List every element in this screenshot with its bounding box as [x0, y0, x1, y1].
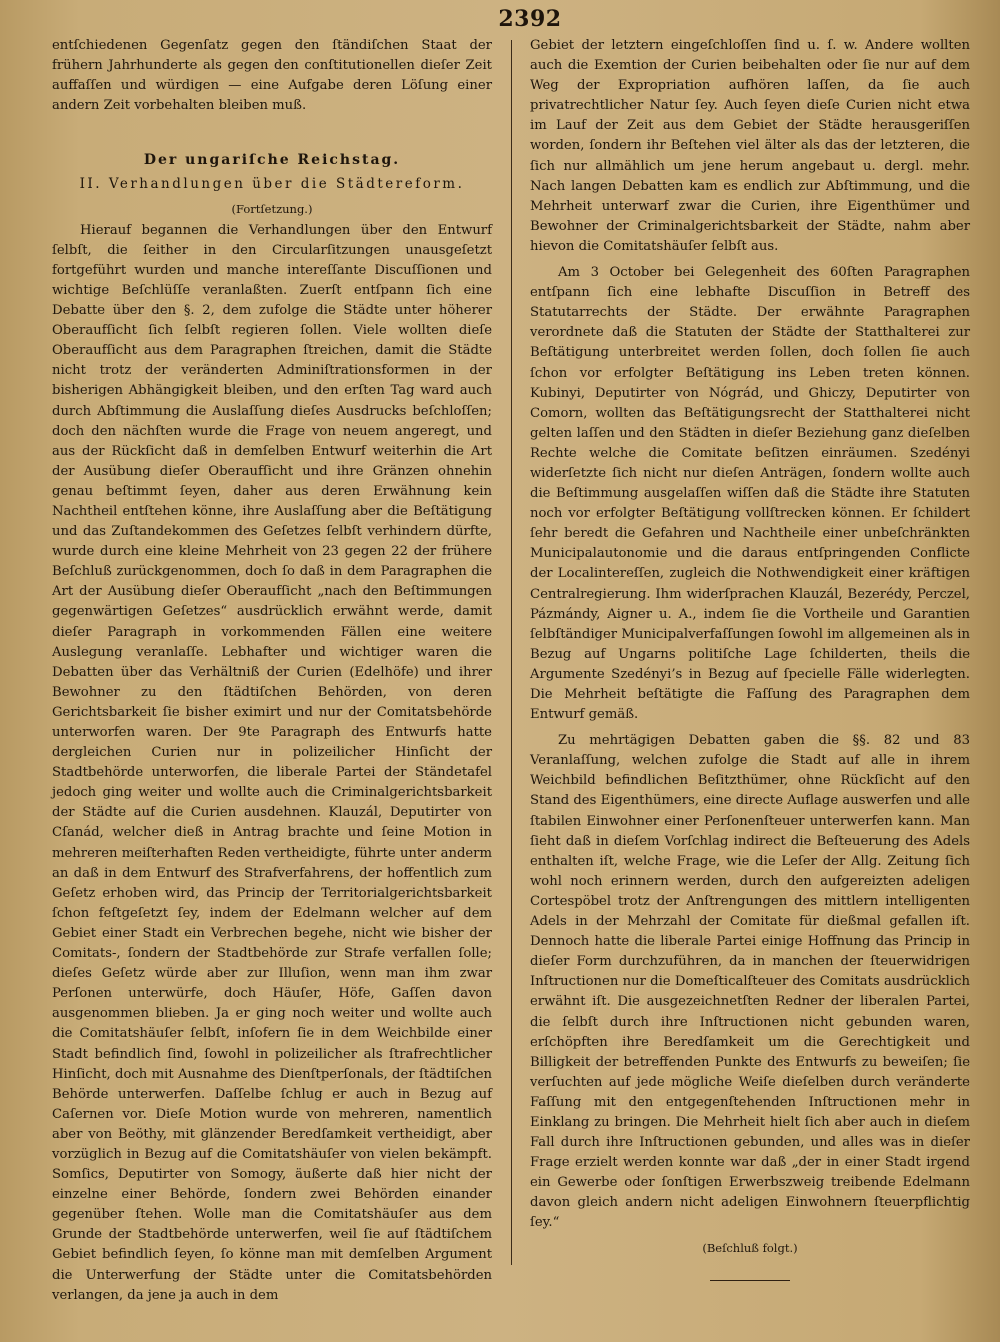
column-divider: [511, 40, 512, 1265]
right-column: [530, 36, 970, 1281]
article-heading: Der ungariſche Reichstag.: [143, 152, 401, 169]
continuation-note: (Fortſetzung.): [231, 201, 313, 216]
article-paragraph: Zu mehrtägigen Debatten gaben die §§. 82 und 83 Veranlaſſung, welchen zufolge die Stadt auf alle in ihrem Weichbild befindlichen Beſitzthümer, ohne Rückſicht auf den Stand des Eigenthümers, eine directe Auflage auswerfen und alle ſtabilen Einwohner einer Perſonenſteuer unterwerfen kann. Man ſieht daß in dieſem Vorſchlag indirect die Beſteuerung des Adels enthalten iſt, welche Frage, wie die Leſer der Allg. Zeitung ſich wohl noch erinnern werden, durch den aufgereizten adeligen Cortespöbel trotz der Anſtrengungen des mittlern intelligenten Adels in der Mehrzahl der Comitate für dießmal gefallen iſt. Dennoch hatte die liberale Partei einige Hoffnung das Princip in dieſer Form durchzuführen, da in manchen der ſteuerwidrigen Inſtructionen nur die Domeſticalſteuer des Comitats ausdrücklich erwähnt iſt. Die ausgezeichnetſten Redner der liberalen Partei, die ſelbſt durch ihre Inſtructionen nicht gebunden waren, erſchöpften ihre Beredſamkeit um die Gerechtigkeit und Billigkeit der betreffenden Punkte des Entwurfs zu beweiſen; ſie verſuchten auf jede mögliche Weiſe dieſelben durch veränderte Faſſung mit den entgegenſtehenden Inſtructionen mehr in Einklang zu bringen. Die Mehrheit hielt ſich aber auch in dieſem Fall durch ihre Inſtructionen gebunden, und alles was in dieſer Frage erzielt werden konnte war daß „der in einer Stadt irgend ein Gewerbe oder ſonſtigen Erwerbszweig treibende Edelmann davon gleich andern nicht adeligen Einwohnern ſteuerpflichtig ſey.“: [530, 733, 970, 1231]
left-column: [52, 36, 492, 1306]
article-paragraph: Gebiet der letztern eingeſchloſſen ſind u. ſ. w. Andere wollten auch die Exemtion der Curien beibehalten oder ſie nur auf dem Weg der Expropriation aufhören laſſen, da ſie auch privatrechtlicher Natur ſey. Auch ſeyen dieſe Curien nicht etwa im Lauf der Zeit aus dem Gebiet der Städte herausgeriſſen worden, ſondern ihr Beſtehen viel älter als das der letzteren, die ſich nur allmählich um jene herum angebaut u. dergl. mehr. Nach langen Debatten kam es endlich zur Abſtimmung, und die Mehrheit unterwarf zwar die Curien, ihre Eigenthümer und Bewohner der Criminalgerichtsbarkeit der Städte, nahm aber hievon die Comitatshäuſer ſelbſt aus.: [530, 38, 970, 254]
page-number: 2392: [498, 6, 562, 32]
article-subheading: II. Verhandlungen über die Städtereform.: [79, 176, 465, 193]
article-paragraph: Am 3 October bei Gelegenheit des 60ſten Paragraphen entſpann ſich eine lebhafte Discuſſion in Betreff des Statutarrechts der Städte. Der erwähnte Paragraphen verordnete daß die Statuten der Städte der Statthalterei zur Beſtätigung unterbreitet werden ſollen, doch ſollen ſie auch ſchon vor erfolgter Beſtätigung ins Leben treten können. Kubinyi, Deputirter von Nógrád, und Ghiczy, Deputirter von Comorn, wollten das Beſtätigungsrecht der Statthalterei nicht gelten laſſen und den Städten in dieſer Beziehung ganz dieſelben Rechte welche die Comitate beſitzen einräumen. Szedényi widerſetzte ſich nicht nur dieſen Anträgen, ſondern wollte auch die Beſtimmung ausgelaſſen wiſſen daß die Städte ihre Statuten noch vor erfolgter Beſtätigung vollſtrecken können. Er ſchildert ſehr beredt die Gefahren und Nachtheile einer unbeſchränkten Municipalautonomie und die daraus entſpringenden Conflicte der Localintereſſen, zugleich die Nothwendigkeit einer kräftigen Centralregierung. Ihm widerſprachen Klauzál, Bezerédy, Perczel, Pázmándy, Aigner u. A., indem ſie die Vortheile und Garantien ſelbſtändiger Municipalverfaſſungen ſowohl im allgemeinen als in Bezug auf Ungarns politiſche Lage ſchilderten, theils die Argumente Szedényi’s in Bezug auf ſpecielle Fälle widerlegten. Die Mehrheit beſtätigte die Faſſung des Paragraphen dem Entwurf gemäß.: [530, 265, 970, 723]
article-paragraph: Hierauf begannen die Verhandlungen über den Entwurf ſelbſt, die ſeither in den Circularſitzungen unausgeſetzt fortgeführt wurden und manche intereſſante Discuſſionen und wichtige Beſchlüſſe veranlaßten. Zuerſt entſpann ſich eine Debatte über den §. 2, dem zufolge die Städte unter höherer Oberaufſicht ſich ſelbſt regieren ſollen. Viele wollten dieſe Oberaufſicht aus dem Paragraphen ſtreichen, damit die Städte nicht trotz der veränderten Adminiſtrationsformen in der bisherigen Abhängigkeit bleiben, und den erſten Tag ward auch durch Abſtimmung die Auslaſſung dieſes Ausdrucks beſchloſſen; doch den nächſten wurde die Frage von neuem angeregt, und aus der Rückſicht daß in demſelben Entwurf weiterhin die Art der Ausübung dieſer Oberaufſicht und ihre Gränzen ohnehin genau beſtimmt ſeyen, daher aus deren Erwähnung kein Nachtheil entſtehen könne, ihre Auslaſſung aber die Beſtätigung und das Zuſtandekommen des Geſetzes ſelbſt verhindern dürfte, wurde durch eine kleine Mehrheit von 23 gegen 22 der frühere Beſchluß zurückgenommen, doch ſo daß in dem Paragraphen die Art der Ausübung dieſer Oberaufſicht „nach den Beſtimmungen gegenwärtigen Geſetzes“ ausdrücklich erwähnt werde, damit dieſer Paragraph in vorkommenden Fällen eine weitere Auslegung veranlaſſe. Lebhafter und wichtiger waren die Debatten über das Verhältniß der Curien (Edelhöfe) und ihrer Bewohner zu den ſtädtiſchen Behörden, von deren Gerichtsbarkeit ſie bisher eximirt und nur der Comitatsbehörde unterworfen waren. Der 9te Paragraph des Entwurfs hatte dergleichen Curien nur in polizeilicher Hinſicht der Stadtbehörde unterworfen, die liberale Partei der Ständetafel jedoch ging weiter und wollte auch die Criminalgerichtsbarkeit der Städte auf die Curien ausdehnen. Klauzál, Deputirter von Cſanád, welcher dieß in Antrag brachte und ſeine Motion in mehreren meiſterhaften Reden vertheidigte, führte unter anderm an daß in dem Entwurf des Strafverfahrens, der hoffentlich zum Geſetz erhoben wird, das Princip der Territorialgerichtsbarkeit ſchon feſtgeſetzt ſey, indem der Edelmann welcher auf dem Gebiet einer Stadt ein Verbrechen begehe, nicht wie bisher der Comitats-, ſondern der Stadtbehörde zur Strafe verfallen ſolle; dieſes Geſetz würde aber zur Illuſion, wenn man ihm zwar Perſonen unterwürfe, doch Häuſer, Höfe, Gaſſen davon ausgenommen blieben. Ja er ging noch weiter und wollte auch die Comitatshäuſer ſelbſt, inſofern ſie in dem Weichbilde einer Stadt befindlich ſind, ſowohl in polizeilicher als ſtrafrechtlicher Hinſicht, doch mit Ausnahme des Dienſtperſonals, der ſtädtiſchen Behörde unterwerfen. Daſſelbe ſchlug er auch in Bezug auf Caſernen vor. Dieſe Motion wurde von mehreren, namentlich aber von Beöthy, mit glänzender Beredſamkeit vertheidigt, aber vorzüglich in Bezug auf die Comitatshäuſer von vielen bekämpft. Somſics, Deputirter von Somogy, äußerte daß hier nicht der einzelne einer Behörde, ſondern zwei Behörden einander gegenüber ſtehen. Wolle man die Comitatshäuſer aus dem Grunde der Stadtbehörde unterwerfen, weil ſie auf ſtädtiſchem Gebiet befindlich ſeyen, ſo könne man mit demſelben Argument die Unterwerfung der Städte unter die Comitatsbehörden verlangen, da jene ja auch in dem: [52, 222, 492, 1303]
section-rule: [710, 1280, 790, 1281]
intro-paragraph: entſchiedenen Gegenſatz gegen den ſtändiſchen Staat der frühern Jahrhunderte als gegen den conſtitutionellen dieſer Zeit auffaſſen und würdigen — eine Aufgabe deren Löſung einer andern Zeit vorbehalten bleiben muß.: [52, 38, 492, 114]
closing-note: (Beſchluß folgt.): [702, 1240, 798, 1255]
